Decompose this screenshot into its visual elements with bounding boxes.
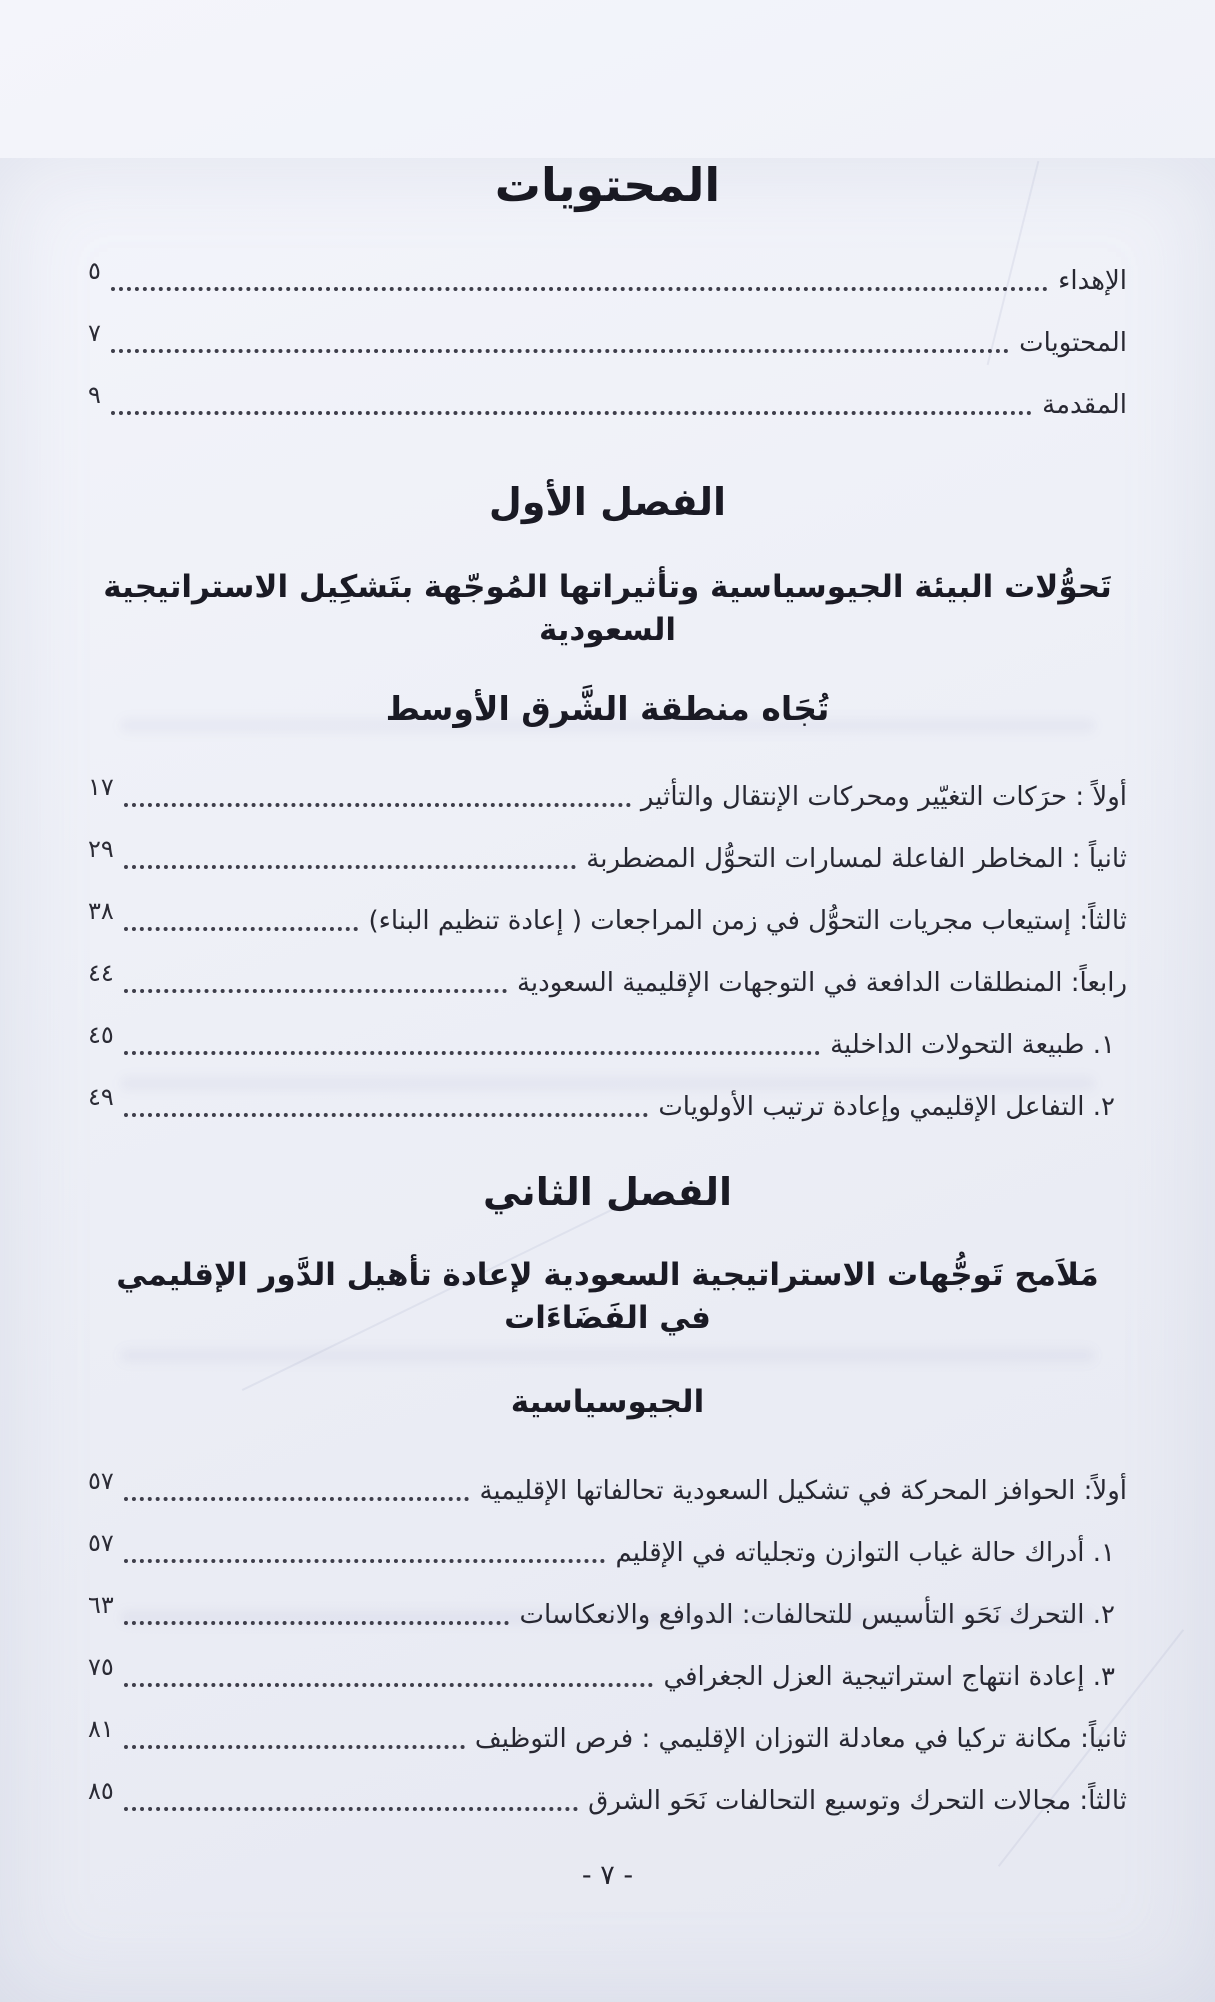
dotted-leader (124, 1621, 510, 1625)
toc-entry-label: ٢. التحرك نَحَو التأسيس للتحالفات: الدوافع والانعكاسات (519, 1599, 1115, 1630)
page-number: - ٧ - (581, 1859, 634, 1891)
dotted-leader (124, 1113, 649, 1117)
toc-entry-label: المقدمة (1042, 390, 1127, 420)
dotted-leader (111, 287, 1048, 291)
toc-entry-page-number: ٧٥ (88, 1652, 114, 1681)
toc-entry-page-number: ٤٩ (88, 1082, 114, 1111)
dotted-leader (124, 865, 577, 869)
toc-entry-page-number: ٦٣ (88, 1590, 114, 1619)
toc-row (88, 1468, 1127, 1506)
toc-entry-label: أولاً: الحوافز المحركة في تشكيل السعودية تحالفاتها الإقليمية (479, 1475, 1127, 1506)
toc-entry-label: ١. أدراك حالة غياب التوازن وتجلياته في الإقليم (615, 1537, 1115, 1568)
toc-row (88, 1530, 1127, 1568)
toc-entry-label: ثالثاً: مجالات التحرك وتوسيع التحالفات نَحَو الشرق (588, 1785, 1127, 1816)
toc-entry-page-number: ٥ (88, 257, 101, 285)
toc-entry-label: ٣. إعادة انتهاج استراتيجية العزل الجغرافي (663, 1661, 1115, 1692)
toc-entry-page-number: ٣٨ (88, 896, 114, 925)
toc-entry-label: ثانياً : المخاطر الفاعلة لمسارات التحوُّل المضطربة (586, 843, 1127, 874)
toc-entry-page-number: ٥٧ (88, 1528, 114, 1557)
chapter-one-title: تَحوُّلات البيئة الجيوسياسية وتأثيراتها المُوجّهة بتَشكِيل الاستراتيجية السعودية (103, 569, 1112, 649)
toc-entry-label: أولاً : حرَكات التغيّير ومحركات الإنتقال والتأثير (640, 781, 1127, 812)
chapter-two-title-line2: الجيوسياسية (510, 1383, 705, 1420)
toc-row (88, 258, 1127, 296)
toc-row (88, 320, 1127, 358)
toc-row (88, 774, 1127, 812)
toc-entry-page-number: ١٧ (88, 772, 114, 801)
toc-entry-label: ثانياً: مكانة تركيا في معادلة التوزان الإقليمي : فرص التوظيف (474, 1723, 1127, 1754)
toc-row (88, 1778, 1127, 1816)
dotted-leader (124, 803, 631, 807)
toc-entry-label: ثالثاً: إستيعاب مجريات التحوُّل في زمن المراجعات ( إعادة تنظيم البناء) (368, 905, 1127, 936)
toc-entry-label: الإهداء (1058, 266, 1127, 296)
toc-row (88, 382, 1127, 420)
chapter-one-entries (88, 774, 1127, 1122)
dotted-leader (124, 1683, 654, 1687)
toc-entry-page-number: ٧ (88, 319, 101, 347)
toc-row (88, 1654, 1127, 1692)
toc-entry-page-number: ٤٥ (88, 1020, 114, 1049)
chapter-one-subtitle: تُجَاه منطقة الشَّرق الأوسط (385, 688, 830, 728)
dotted-leader (124, 1497, 470, 1501)
toc-entry-page-number: ٤٤ (88, 958, 114, 987)
toc-row (88, 836, 1127, 874)
toc-entry-label: المحتويات (1019, 328, 1127, 358)
toc-row (88, 960, 1127, 998)
dotted-leader (124, 1745, 465, 1749)
toc-entry-label: ٢. التفاعل الإقليمي وإعادة ترتيب الأولويات (658, 1091, 1115, 1122)
toc-row (88, 1022, 1127, 1060)
toc-entry-page-number: ٥٧ (88, 1466, 114, 1495)
toc-page (0, 158, 1215, 1891)
chapter-two-entries (88, 1468, 1127, 1816)
dotted-leader (124, 927, 359, 931)
dotted-leader (124, 1559, 606, 1563)
toc-entry-page-number: ٢٩ (88, 834, 114, 863)
dotted-leader (124, 989, 507, 993)
toc-row (88, 898, 1127, 936)
toc-row (88, 1084, 1127, 1122)
chapter-one-heading: الفصل الأول (488, 480, 727, 524)
scanned-book-page (0, 158, 1215, 2002)
chapter-two-title-line1: مَلاَمح تَوجُّهات الاستراتيجية السعودية لإعادة تأهيل الدَّور الإقليمي في الفَضَاءَات (116, 1256, 1099, 1337)
chapter-two-section (88, 1170, 1127, 1816)
front-matter-list (88, 258, 1127, 420)
toc-row (88, 1716, 1127, 1754)
dotted-leader (111, 349, 1009, 353)
toc-row (88, 1592, 1127, 1630)
dotted-leader (111, 411, 1032, 415)
chapter-two-heading: الفصل الثاني (482, 1169, 733, 1214)
toc-entry-label: رابعاً: المنطلقات الدافعة في التوجهات الإقليمية السعودية (516, 967, 1127, 998)
toc-entry-label: ١. طبيعة التحولات الداخلية (830, 1029, 1115, 1060)
toc-entry-page-number: ٩ (88, 381, 101, 409)
toc-entry-page-number: ٨٥ (88, 1776, 114, 1805)
dotted-leader (124, 1051, 820, 1055)
chapter-one-section (88, 480, 1127, 1122)
dotted-leader (124, 1807, 578, 1811)
page-title: المحتويات (494, 158, 721, 212)
toc-entry-page-number: ٨١ (88, 1714, 114, 1743)
